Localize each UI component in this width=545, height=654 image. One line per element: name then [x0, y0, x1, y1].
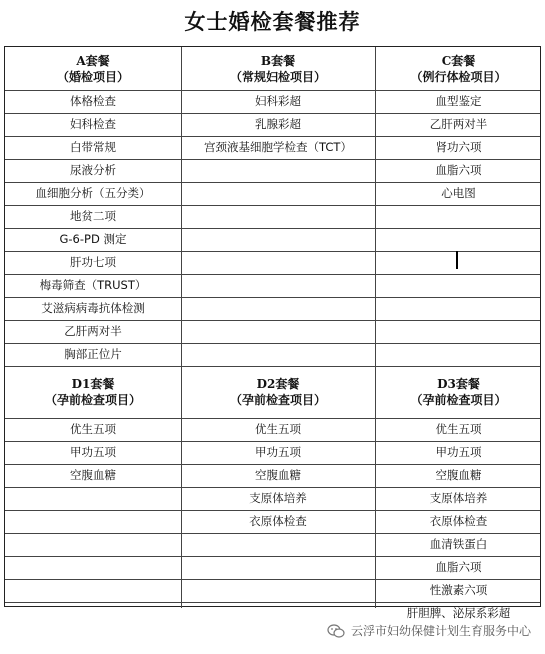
table-cell: 优生五项 [435, 422, 482, 436]
wechat-icon [327, 624, 345, 638]
table-cell: 血清铁蛋白 [429, 537, 488, 551]
table-cell: 空腹血糖 [255, 468, 301, 482]
table-cell: 艾滋病病毒抗体检测 [41, 301, 145, 315]
package-subtitle: （孕前检查项目） [44, 393, 141, 407]
table-cell: 空腹血糖 [70, 468, 116, 482]
table-cell: 乙肝两对半 [64, 324, 122, 338]
table-cell: 衣原体检查 [429, 514, 488, 528]
package-header [375, 376, 542, 408]
package-header [375, 53, 542, 85]
table-cell: 体格检查 [70, 94, 116, 108]
table-cell: 梅毒筛查（TRUST） [39, 278, 147, 292]
footer-text: 云浮市妇幼保健计划生育服务中心 [350, 624, 531, 638]
table-cell: 心电图 [441, 186, 476, 200]
package-name: B套餐 [260, 53, 296, 68]
package-name: A套餐 [76, 53, 110, 68]
table-cell: 妇科彩超 [255, 94, 301, 108]
footer-watermark [327, 622, 531, 639]
table-cell: 宫颈液基细胞学检查（TCT） [204, 140, 352, 154]
table-cell: 甲功五项 [255, 445, 301, 459]
table-cell: 支原体培养 [249, 491, 307, 505]
package-subtitle: （婚检项目） [56, 69, 129, 84]
table-cell: 妇科检查 [70, 117, 116, 131]
package-table [4, 46, 541, 620]
table-cell: 血细胞分析（五分类） [35, 186, 151, 200]
table-cell: 优生五项 [70, 422, 116, 436]
table-cell: 血型鉴定 [435, 94, 482, 108]
table-cell: 肝胆脾、泌尿系彩超 [406, 606, 511, 620]
package-subtitle: （常规妇检项目） [229, 69, 326, 84]
table-cell: 乳腺彩超 [255, 117, 301, 131]
package-name: D2套餐 [256, 377, 300, 391]
package-name: D1套餐 [71, 377, 115, 391]
table-cell: 地贫二项 [70, 209, 116, 223]
table-cell: 白带常规 [70, 140, 116, 154]
package-name: D3套餐 [437, 377, 480, 391]
table-cell: 性激素六项 [429, 583, 488, 597]
table-cell: 胸部正位片 [64, 347, 122, 361]
table-cell: 空腹血糖 [435, 468, 482, 482]
table-cell: 尿液分析 [70, 163, 116, 177]
table-cell: 乙肝两对半 [429, 117, 488, 131]
table-cell: G-6-PD 测定 [59, 232, 127, 246]
table-cell: 支原体培养 [429, 491, 488, 505]
package-header [5, 53, 181, 85]
package-subtitle: （孕前检查项目） [229, 393, 326, 407]
table-cell: 甲功五项 [70, 445, 116, 459]
package-header [5, 376, 181, 408]
text-cursor [456, 251, 458, 269]
table-cell: 衣原体检查 [249, 514, 307, 528]
row-divider [5, 366, 540, 367]
package-name: C套餐 [441, 53, 476, 68]
table-cell: 血脂六项 [435, 163, 482, 177]
package-subtitle: （孕前检查项目） [410, 393, 507, 407]
package-subtitle: （例行体检项目） [410, 69, 507, 84]
package-header [181, 53, 375, 85]
table-cell: 肾功六项 [435, 140, 482, 154]
table-cell: 肝功七项 [70, 255, 116, 269]
table-cell: 优生五项 [255, 422, 301, 436]
page-title: 女士婚检套餐推荐 [184, 9, 361, 34]
table-cell: 甲功五项 [435, 445, 482, 459]
package-header [181, 376, 375, 408]
table-cell: 血脂六项 [435, 560, 482, 574]
